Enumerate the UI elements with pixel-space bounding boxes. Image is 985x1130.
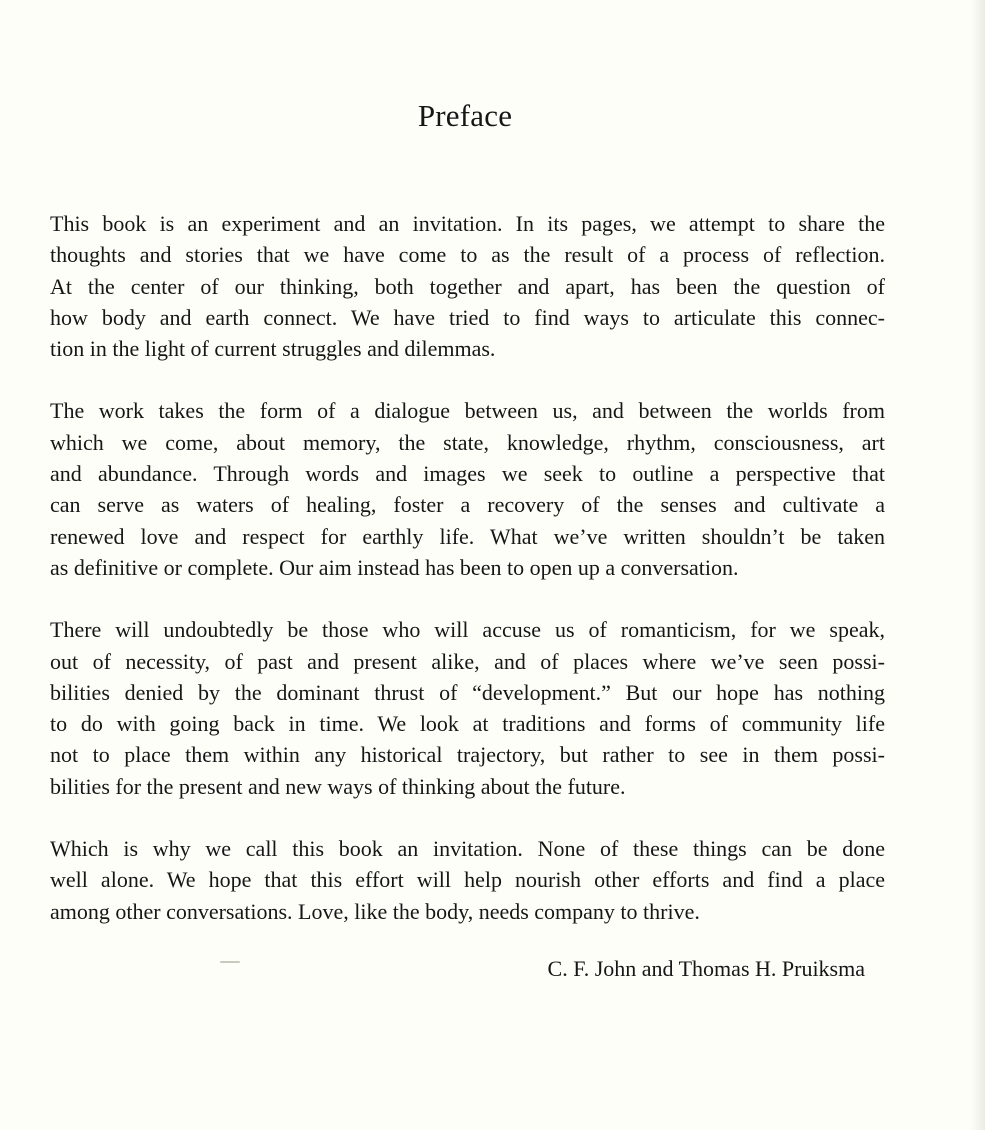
paragraph-3 (50, 614, 885, 802)
text-line: Which is why we call this book an invitation. None of these things can be done (50, 836, 885, 862)
text-line: out of necessity, of past and present alike, and of places where we’ve seen possi- (50, 648, 885, 674)
scan-speck (220, 961, 240, 963)
page-edge-shadow (971, 0, 985, 1130)
text-line: as definitive or complete. Our aim instead has been to open up a conversation. (50, 554, 739, 580)
text-line: well alone. We hope that this effort will help nourish other efforts and find a place (50, 867, 885, 893)
text-line: thoughts and stories that we have come to as the result of a process of reflection. (50, 242, 885, 268)
paragraph-2 (50, 395, 885, 583)
text-line: and abundance. Through words and images we seek to outline a perspective that (50, 461, 885, 487)
text-line: At the center of our thinking, both together and apart, has been the question of (50, 273, 885, 299)
paragraph-4 (50, 833, 885, 927)
text-line: tion in the light of current struggles and dilemmas. (50, 336, 496, 362)
text-line: which we come, about memory, the state, knowledge, rhythm, consciousness, art (50, 429, 885, 455)
text-line: how body and earth connect. We have tried to find ways to articulate this connec- (50, 304, 885, 330)
text-line: This book is an experiment and an invitation. In its pages, we attempt to share the (50, 211, 885, 236)
text-line: to do with going back in time. We look at traditions and forms of community life (50, 711, 885, 737)
text-line: can serve as waters of healing, foster a recovery of the senses and cultivate a (50, 492, 885, 518)
text-line: bilities for the present and new ways of thinking about the future. (50, 773, 626, 799)
text-line: not to place them within any historical trajectory, but rather to see in them possi- (50, 742, 885, 768)
page-title: Preface (417, 98, 513, 133)
text-line: bilities denied by the dominant thrust of “development.” But our hope has nothing (50, 679, 885, 705)
text-line: The work takes the form of a dialogue between us, and between the worlds from (50, 398, 885, 424)
paragraph-1 (50, 208, 885, 364)
preface-body (50, 208, 885, 958)
text-line: among other conversations. Love, like the body, needs company to thrive. (50, 898, 700, 924)
author-signature: C. F. John and Thomas H. Pruiksma (547, 956, 865, 981)
text-line: renewed love and respect for earthly life. What we’ve written shouldn’t be taken (50, 523, 885, 549)
text-line: There will undoubtedly be those who will accuse us of romanticism, for we speak, (50, 617, 885, 643)
